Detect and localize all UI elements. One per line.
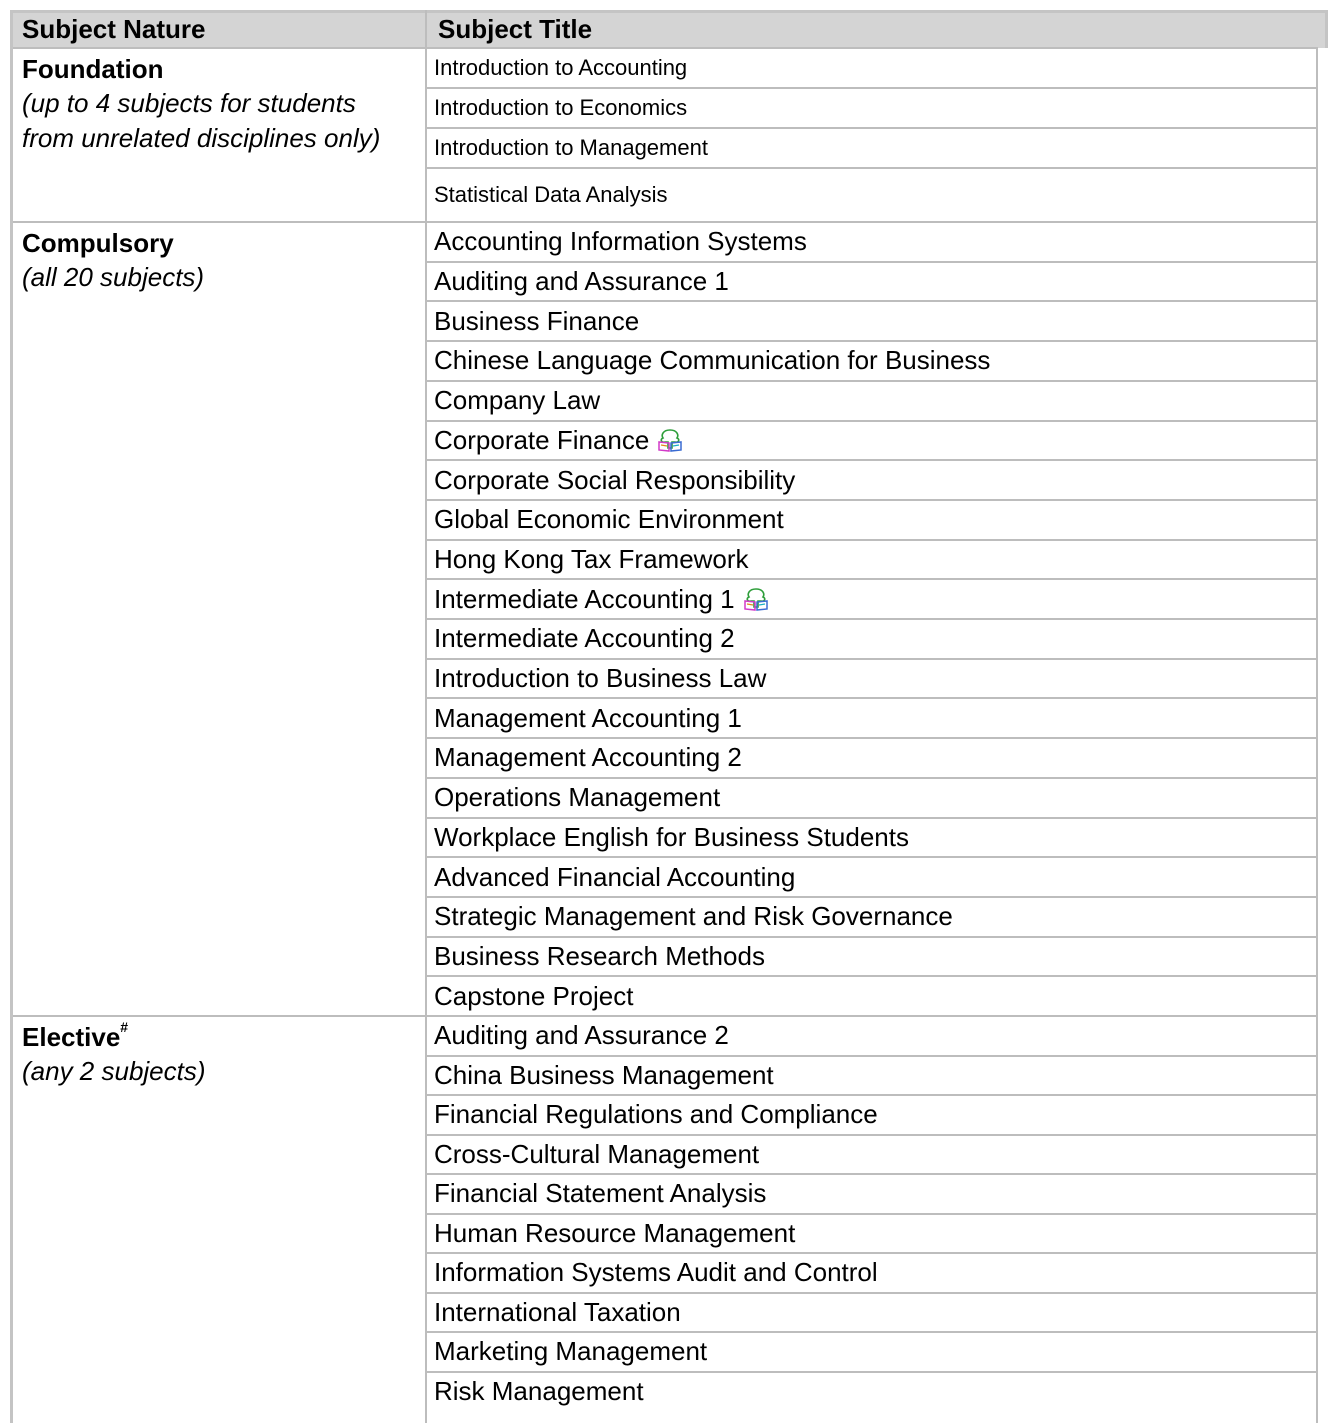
subject-title-cell [426, 1293, 1318, 1333]
subject-title: Statistical Data Analysis [434, 182, 668, 207]
subject-title-cell [426, 48, 1318, 88]
subject-nature-cell-compulsory [10, 222, 426, 1016]
subject-nature-cell-elective [10, 1016, 426, 1411]
subject-title-cell [426, 1095, 1318, 1135]
subject-title: Business Research Methods [434, 940, 765, 971]
subject-nature-cell-foundation [10, 48, 426, 222]
footnote-mark: # [120, 1019, 129, 1035]
subject-nature-name [22, 52, 426, 86]
subject-title-cell [426, 540, 1318, 580]
subject-title: Management Accounting 1 [434, 702, 742, 733]
subject-title-cell [426, 88, 1318, 128]
subject-title: Global Economic Environment [434, 504, 784, 535]
subject-title: Introduction to Business Law [434, 663, 767, 694]
subject-title: Introduction to Economics [434, 95, 688, 120]
subject-title-cell [426, 1253, 1318, 1293]
subject-title: Introduction to Management [434, 135, 708, 160]
column-divider [425, 10, 427, 1423]
subject-title: Intermediate Accounting 2 [434, 623, 735, 654]
subject-title: Auditing and Assurance 1 [434, 266, 729, 297]
subject-title: Corporate Finance [434, 424, 650, 455]
subject-title-cell [426, 659, 1318, 699]
subject-title: Intermediate Accounting 1 [434, 583, 735, 614]
subject-title-cell [426, 500, 1318, 540]
subject-title-cell [426, 1135, 1318, 1175]
subject-title-cell [426, 937, 1318, 977]
subject-title-cell [426, 381, 1318, 421]
header-subject-title: Subject Title [426, 10, 1328, 48]
subject-title-cell [426, 897, 1318, 937]
subject-title: Business Finance [434, 305, 640, 336]
table-top-border [10, 10, 1328, 13]
subject-title-cell [426, 619, 1318, 659]
subject-title: Workplace English for Business Students [434, 821, 909, 852]
subject-title: Strategic Management and Risk Governance [434, 901, 953, 932]
subject-title: China Business Management [434, 1059, 774, 1090]
subject-title-cell [426, 1174, 1318, 1214]
subject-title: Financial Statement Analysis [434, 1178, 767, 1209]
subject-title: Corporate Social Responsibility [434, 464, 796, 495]
subject-nature-note: (up to 4 subjects for students from unrelated disciplines only) [22, 88, 381, 153]
subject-title: Risk Management [434, 1375, 644, 1406]
subject-title-cell [426, 738, 1318, 778]
subject-title: Accounting Information Systems [434, 226, 807, 257]
subject-nature-label: Compulsory [22, 228, 174, 258]
subject-nature-name [22, 1020, 426, 1054]
subject-title-cell [426, 1332, 1318, 1372]
subject-title: Human Resource Management [434, 1217, 796, 1248]
table-left-border [10, 10, 13, 1423]
subject-title-cell [426, 778, 1318, 818]
tree-book-icon [743, 587, 769, 611]
subject-title-cell [426, 421, 1318, 461]
subject-nature-note: (all 20 subjects) [22, 262, 205, 292]
subject-title-cell [426, 857, 1318, 897]
tree-book-icon [657, 428, 683, 452]
subject-title-cell [426, 976, 1318, 1016]
subject-title: Information Systems Audit and Control [434, 1257, 878, 1288]
subject-title-cell [426, 818, 1318, 858]
subject-title-cell [426, 1016, 1318, 1056]
subject-title-cell [426, 222, 1318, 262]
subject-title: Operations Management [434, 782, 721, 813]
header-subject-nature: Subject Nature [10, 10, 426, 48]
subject-title: Cross-Cultural Management [434, 1138, 760, 1169]
subject-nature-note: (any 2 subjects) [22, 1056, 206, 1086]
subject-title-cell [426, 168, 1318, 222]
subject-title-cell [426, 579, 1318, 619]
subject-title: Introduction to Accounting [434, 55, 688, 80]
subject-title-cell [426, 1214, 1318, 1254]
subject-title: Chinese Language Communication for Business [434, 345, 991, 376]
subject-table [10, 10, 1328, 1423]
subject-nature-label: Foundation [22, 54, 164, 84]
subject-title-cell [426, 698, 1318, 738]
subject-title: Capstone Project [434, 980, 634, 1011]
subject-title: Management Accounting 2 [434, 742, 742, 773]
subject-title-cell [426, 128, 1318, 168]
subject-nature-label: Elective [22, 1022, 121, 1052]
subject-title-cell [426, 460, 1318, 500]
subject-title: Financial Regulations and Compliance [434, 1099, 878, 1130]
subject-title-cell [426, 262, 1318, 302]
subject-title: International Taxation [434, 1296, 681, 1327]
subject-nature-name [22, 226, 426, 260]
subject-title-cell [426, 1372, 1318, 1412]
subject-title-cell [426, 341, 1318, 381]
subject-title: Advanced Financial Accounting [434, 861, 796, 892]
subject-title: Hong Kong Tax Framework [434, 543, 749, 574]
subject-title-cell [426, 1056, 1318, 1096]
table-right-border [1316, 48, 1318, 1423]
subject-title: Auditing and Assurance 2 [434, 1020, 729, 1051]
subject-title: Company Law [434, 385, 601, 416]
subject-title: Marketing Management [434, 1336, 708, 1367]
subject-title-cell [426, 301, 1318, 341]
